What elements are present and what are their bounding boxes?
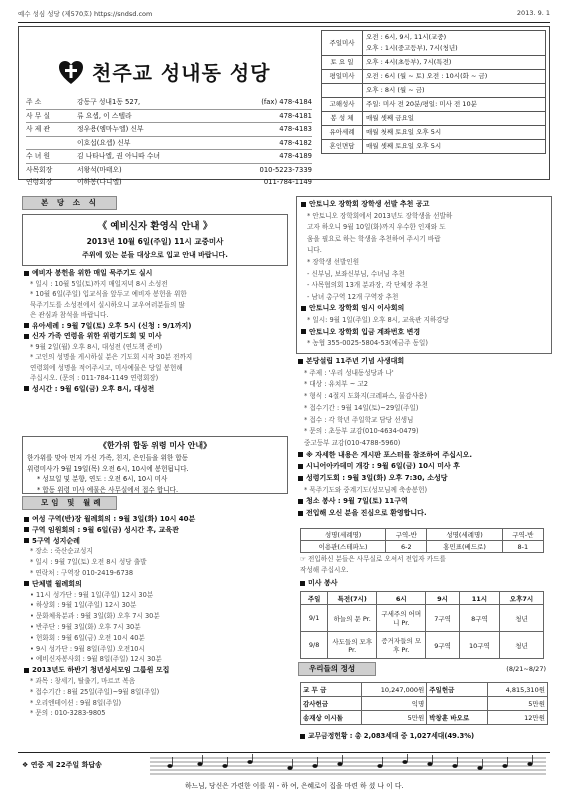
list-text: 안토니오 장학회 임시 이사회의: [309, 304, 405, 313]
list-text: • 문화체육분과 : 9월 3일(화) 오후 7시 30분: [30, 612, 160, 621]
info-key: 사 제 관: [26, 125, 51, 133]
list-text: * 접수기간 : 9월 14일(토)~29일(주일): [304, 403, 419, 412]
newcomers-table: [300, 528, 544, 553]
mass-value: [363, 70, 546, 84]
note-line: 작성해 주십시오.: [300, 565, 349, 574]
list-text: * 장학생 선발인원: [307, 257, 360, 266]
list-line: [24, 708, 286, 719]
serve-row: [301, 632, 544, 659]
notice-inline: : 9월 7일(토) 오후 5시 (신청 : 9/1까지): [59, 321, 192, 330]
offering-cell: 5만원: [488, 697, 548, 711]
mass-time: 오전 : 6시 (월 ~ 토) 오전 : 10시(화 ~ 금): [366, 72, 488, 80]
list-text: 본당설립 11주년 기념 사생대회: [306, 357, 405, 365]
list-text: 중고등부 교감(010-4788-5960): [304, 438, 401, 447]
music-note: [167, 764, 172, 768]
list-line: [301, 234, 547, 246]
top-rule: [18, 22, 550, 23]
offering-cell: 12만원: [488, 711, 548, 725]
list-line: [24, 665, 286, 676]
list-line: [24, 622, 286, 633]
top-bar: [18, 9, 550, 18]
music-note: [197, 762, 202, 766]
offering-cell: 교 무 금: [301, 683, 362, 697]
mass-time: 오후 : 8시 (월 ~ 금): [366, 86, 425, 94]
newcomer-row: [301, 541, 544, 553]
newcomer-cell: 이용관(스테파노): [301, 541, 386, 553]
list-text: 청소 봉사 : 9월 7일(토) 11구역: [306, 497, 408, 506]
notice-heading: [24, 268, 286, 279]
bullet-icon: [24, 517, 29, 522]
serve-cell: 10구역: [459, 632, 499, 659]
offering-cell: 박창훈 바오로: [427, 711, 488, 725]
info-row: [26, 176, 312, 189]
list-line: [298, 403, 552, 415]
list-text: * 일시: 9월 1일(주일) 오후 8시, 교육관 지하강당: [307, 315, 449, 324]
list-line: [298, 450, 552, 462]
bulletin-issue: 예수 성심 성당 (제570호) https://sndsd.com: [18, 10, 153, 18]
offering-cell: 송재상 이시돌: [301, 711, 362, 725]
mass-schedule: [321, 30, 546, 154]
bullet-icon: [298, 499, 303, 504]
church-logo-icon: [58, 60, 84, 86]
list-line: [301, 315, 547, 327]
notice-title: 예비자 봉헌을 위한 매일 묵주기도 실시: [32, 269, 153, 277]
info-phone: (fax) 478-4184: [261, 98, 312, 106]
newcomer-note: [300, 554, 550, 575]
info-phone: 478-4182: [279, 138, 312, 147]
mass-value: [363, 140, 546, 154]
music-note: [377, 764, 382, 768]
list-line: [24, 698, 286, 709]
bullet-icon: [298, 476, 303, 481]
newcomer-cell: 구역-반: [386, 529, 427, 541]
mass-time: 오전 : 6시, 9시, 11시(교중): [366, 33, 447, 41]
bullet-icon: [301, 306, 306, 311]
list-line: [298, 379, 552, 391]
list-text: 시니어아카데미 개강 : 9월 6일(금) 10시 미사 후: [306, 462, 460, 471]
list-text: * 장소 : 죽산순교성지: [30, 547, 93, 556]
newcomer-row: [301, 529, 544, 541]
list-text: * 주제 : '우리 성내동성당과 나': [304, 368, 394, 377]
info-phone: 478-4181: [279, 111, 312, 120]
offering-header: [298, 662, 550, 676]
list-line: [24, 676, 286, 687]
list-line: [301, 199, 547, 211]
list-line: [298, 356, 552, 368]
list-line: [298, 473, 552, 485]
list-text: • 예비신자봉사회 : 9월 8일(주일) 12시 30분: [30, 655, 162, 664]
mass-value: [363, 98, 546, 112]
footer-rule: [18, 752, 550, 753]
bullet-icon: [298, 464, 303, 469]
mass-row: [322, 56, 546, 70]
notice-inline: : 9월 6일(금) 오후 8시, 대성전: [52, 384, 155, 393]
offering-row: [301, 711, 548, 725]
newcomer-cell: 성명(세례명): [301, 529, 386, 541]
notice-heading: [24, 384, 286, 395]
mass-row: [322, 112, 546, 126]
list-text: 움을 필요로 하는 학생을 추천하여 주시기 바랍: [307, 234, 441, 243]
bullet-icon: [24, 668, 29, 673]
newcomer-cell: 6-2: [386, 541, 427, 553]
list-text: * 문의 : 010-3283-9805: [30, 709, 106, 718]
list-text: * 문의 : 초등부 교감(010-4634-0479): [304, 427, 419, 436]
list-text: • 11시 성가단 : 9월 1일(주일) 12시 30분: [30, 590, 154, 599]
welcome-date: 2013년 10월 6일(주일) 11시 교중미사: [86, 237, 224, 246]
contact-info: [26, 96, 312, 189]
notice-list: [24, 268, 286, 394]
mass-row: [322, 140, 546, 154]
list-text: ※ 자세한 내용은 게시판 포스터를 참조하여 주십시오.: [306, 450, 473, 459]
bullet-icon: [24, 323, 29, 328]
info-phone: 010-5223-7339: [259, 165, 312, 174]
list-line: [298, 508, 552, 520]
mass-value: [363, 31, 546, 56]
music-note: [402, 760, 407, 764]
list-text: 5구역 성지순례: [32, 536, 80, 545]
notice-line: * 일시 : 10월 5일(토)까지 매일저녁 8시 소성전: [30, 279, 168, 288]
offering-table: [300, 682, 548, 725]
list-text: 여성 구역(반)장 월례회의 : 9월 3일(화) 10시 40분: [32, 515, 196, 523]
memorial-mass-box: [22, 436, 288, 494]
notice-title: 유아세례: [32, 321, 60, 330]
music-note: [287, 766, 292, 770]
list-line: [24, 633, 286, 644]
list-line: [24, 611, 286, 622]
info-phone: 478-4183: [279, 125, 312, 133]
info-key: 주 소: [26, 98, 42, 106]
list-line: [301, 211, 547, 223]
newcomer-cell: 성명(세례명): [427, 529, 502, 541]
mass-row: [322, 84, 546, 98]
list-text: 안토니오 장학회 입금 계좌번호 변경: [309, 327, 421, 336]
serve-cell: 주일: [301, 592, 328, 605]
list-line: [298, 415, 552, 427]
bullet-icon: [301, 202, 306, 207]
serve-cell: 구세주의 어머니 Pr.: [377, 605, 426, 632]
mass-key: 주일미사: [322, 31, 363, 56]
mass-time: 주일: 미사 전 20분/평일: 미사 전 10분: [366, 100, 477, 108]
serve-row: [301, 605, 544, 632]
list-line: [301, 292, 547, 304]
serve-cell: 오후7시: [499, 592, 543, 605]
bullet-icon: [24, 334, 29, 339]
serve-cell: 청년: [499, 605, 543, 632]
mass-value: [363, 126, 546, 140]
list-text: - 신부님, 보좌신부님, 수녀님 추천: [307, 269, 405, 278]
list-line: [301, 257, 547, 269]
list-text: * 과목 : 창세기, 탈출기, 마르코 복음: [30, 676, 136, 685]
serve-cell: 9/1: [301, 605, 328, 632]
list-line: [24, 644, 286, 655]
scholarship-box: [296, 196, 552, 354]
mass-time: 오후 : 4시(초등부), 7시(특전): [366, 58, 452, 66]
list-text: 성령기도회 : 9월 3일(화) 오후 7:30, 소성당: [306, 474, 448, 483]
list-text: * 연락처 : 구역장 010-2419-6738: [30, 568, 134, 577]
list-line: [24, 579, 286, 590]
serve-cell: 하늘의 문 Pr.: [328, 605, 377, 632]
info-phone: 478-4189: [279, 152, 312, 160]
mass-key: 봉 성 체: [322, 112, 363, 126]
bulletin-date: 2013. 9. 1: [516, 9, 550, 17]
psalm-label: ❖ 연중 제 22주일 화답송: [22, 761, 102, 769]
serve-cell: 청년: [499, 632, 543, 659]
list-text: 전입해 오신 분을 진심으로 환영합니다.: [306, 509, 427, 518]
serve-cell: 8구역: [459, 605, 499, 632]
list-text: • 하상회 : 9월 1일(주일) 12시 30분: [30, 601, 137, 610]
list-text: 단체별 월례회의: [32, 579, 82, 588]
mass-time: 매월 셋째 금요일: [366, 114, 415, 122]
parish-title: 천주교 성내동 성당: [92, 61, 271, 85]
memorial-line: 위령미사가 9월 19일(목) 오전 6시, 10시에 봉헌됩니다.: [27, 464, 189, 473]
offering-cell: 5만원: [361, 711, 427, 725]
serve-cell: 9구역: [426, 632, 460, 659]
music-note: [477, 766, 482, 770]
list-line: [301, 222, 547, 234]
meeting-section-header: 모임 및 월례: [22, 496, 117, 510]
mass-row: [322, 31, 546, 56]
list-text: 2013년도 하반기 청년성서모임 그룹원 모집: [32, 666, 170, 675]
info-row: [26, 123, 312, 137]
mass-key: 토 요 일: [322, 56, 363, 70]
list-line: [24, 590, 286, 601]
bullet-icon: [24, 581, 29, 586]
list-line: [24, 546, 286, 557]
list-line: [24, 654, 286, 665]
offering-title: 우리들의 정성: [298, 662, 376, 676]
list-line: [24, 557, 286, 568]
list-line: [24, 536, 286, 547]
welcome-title: 《 예비신자 환영식 안내 》: [97, 221, 213, 232]
info-key: 수 녀 원: [26, 152, 51, 160]
list-text: - 사목협의회 13개 분과장, 각 단체장 추천: [307, 281, 428, 290]
memorial-line: * 합동 위령 미사 예물은 사무실에서 접수 합니다.: [37, 485, 179, 494]
music-note: [312, 764, 317, 768]
info-row: [26, 150, 312, 164]
welcome-box: [22, 214, 288, 266]
list-line: [301, 245, 547, 257]
mass-time: 매월 셋째 토요일 오후 5시: [366, 142, 442, 150]
info-row: [26, 164, 312, 177]
list-line: [301, 338, 547, 350]
list-text: - 남녀 총구역 12개 구역장 추천: [307, 292, 399, 301]
offering-cell: 익명: [361, 697, 427, 711]
music-note: [337, 762, 342, 766]
list-line: [298, 496, 552, 508]
mass-value: [363, 84, 546, 98]
list-text: 니다.: [307, 246, 322, 255]
offering-note: 교무금정헌황 : 총 2,083세대 중 1,027세대(49.3%): [300, 730, 474, 740]
serve-cell: 11시: [459, 592, 499, 605]
list-text: * 형식 : 4절지 도화지(크레파스, 물감사용): [304, 392, 427, 401]
music-staff: [150, 754, 546, 780]
list-text: • 헌화회 : 9월 6일(금) 오전 10시 40분: [30, 633, 145, 642]
bullet-icon: [298, 359, 303, 364]
info-value: 류 요셉, 이 스텔라: [77, 111, 132, 120]
meeting-list: [24, 514, 286, 719]
info-row: [26, 96, 312, 110]
list-text: * 접수 : 각 학년 주일학교 담당 선생님: [304, 415, 414, 424]
info-value: 정우용(엠마누엘) 신부: [77, 125, 144, 133]
list-line: [24, 687, 286, 698]
mass-time: 매월 첫째 토요일 오후 5시: [366, 128, 442, 136]
welcome-sub: 주위에 있는 분들 대상으로 입교 안내 바랍니다.: [82, 251, 228, 259]
offering-cell: 감사헌금: [301, 697, 362, 711]
offering-cell: [427, 697, 488, 711]
list-text: • 9시 성가단 : 9월 8일(주일) 오전10시: [30, 644, 145, 653]
mass-serve-title: 미사 봉사: [300, 578, 338, 588]
memorial-title: 《한가위 합동 위령 미사 안내》: [98, 441, 212, 450]
notice-line: * 고인의 성명을 게시하실 분은 기도회 시작 30분 전까지: [30, 353, 193, 361]
notice-line: 묵주기도를 소성전에서 실시하오니 교우여러분들의 많: [30, 300, 185, 309]
serve-cell: 7구역: [426, 605, 460, 632]
list-line: [298, 426, 552, 438]
notice-title: 신자 가족 연령을 위한 위령기도회 및 미사: [32, 332, 162, 340]
music-note: [502, 764, 507, 768]
list-text: 안토니오 장학회 장학생 선발 추천 공고: [309, 200, 430, 208]
offering-cell: 4,815,310원: [488, 683, 548, 697]
mass-row: [322, 70, 546, 84]
mass-key: 유아세례: [322, 126, 363, 140]
list-line: [301, 327, 547, 339]
list-text: * 안토니오 장학회에서 2013년도 장학생을 선발하: [307, 211, 453, 220]
newcomer-cell: 구역-반: [502, 529, 543, 541]
offering-period: (8/21~8/27): [506, 665, 546, 673]
mass-key: 혼인면담: [322, 140, 363, 154]
list-text: 구역 임원회의 : 9월 6일(금) 성시간 후, 교육관: [32, 525, 179, 534]
notice-line: 주십시오. (문의 : 011-784-1149 연령회장): [30, 374, 159, 382]
memorial-line: 한가위를 맞아 먼저 가신 가족, 친지, 은인들을 위한 합동: [27, 454, 189, 462]
bullet-icon: [24, 386, 29, 391]
serve-cell: 9시: [426, 592, 460, 605]
bullet-icon: [24, 271, 29, 276]
list-text: * 농협 355-0025-5804-53(예금주 동일): [307, 339, 428, 348]
serve-row: [301, 592, 544, 605]
music-note: [452, 764, 457, 768]
list-line: [298, 368, 552, 380]
mass-key: 평일미사: [322, 70, 363, 84]
info-value: 김 나타나엘, 권 아니따 수녀: [77, 152, 161, 160]
memorial-line: * 성묘일 및 분향, 연도 : 오전 6시, 10시 미사: [37, 475, 168, 483]
list-line: [301, 303, 547, 315]
music-note: [427, 762, 432, 766]
psalm-lyrics: 하느님, 당신은 가련한 이를 위 - 하 여, 은혜로이 집을 마련 하 셨 나 이 다.: [185, 782, 404, 790]
info-key: 연령회장: [26, 178, 53, 186]
notice-line: 연령회에 성명을 적어주시고, 미사예물은 당일 봉헌해: [30, 363, 183, 372]
info-key: 사목회장: [26, 165, 53, 174]
info-row: [26, 110, 312, 124]
list-text: * 오리엔테이션 : 9월 8일(주일): [30, 698, 122, 707]
list-text: • 반주단 : 9월 3일(화) 오후 7시 30분: [30, 622, 141, 631]
info-value: 이호섭(요셉) 신부: [77, 138, 131, 147]
mass-row: [322, 98, 546, 112]
list-text: 고자 하오니 9월 10일(화)까지 우수한 인재와 도: [307, 223, 446, 232]
memorial-lines: [23, 451, 287, 497]
mass-time: 오후 : 1시(중고등부), 7시(청년): [366, 44, 458, 52]
music-note: [527, 762, 532, 766]
offering-row: [301, 697, 548, 711]
list-text: * 대상 : 유치부 ~ 고2: [304, 380, 368, 389]
bullet-icon: [24, 527, 29, 532]
bullet-icon: [298, 511, 303, 516]
mass-value: [363, 112, 546, 126]
offering-cell: 10,247,000원: [361, 683, 427, 697]
info-value: 강동구 성내1동 527,: [77, 98, 141, 106]
notice-line: * 9월 2일(월) 오후 8시, 대성전 (연도책 준비): [30, 342, 163, 351]
mass-serve-table: [300, 591, 544, 659]
bullet-icon: [301, 329, 306, 334]
mass-key: [322, 84, 363, 98]
list-text: * 접수기간 : 8월 25일(주일)~9월 8일(주일): [30, 687, 160, 696]
note-line: ☞ 전입하신 분들은 사무실로 오셔서 전입자 카드를: [300, 555, 446, 563]
bullet-icon: [24, 538, 29, 543]
scholarship-lines: [297, 197, 551, 352]
list-line: [301, 280, 547, 292]
mass-row: [322, 126, 546, 140]
serve-cell: 특전(7시): [328, 592, 377, 605]
info-phone: 011-784-1149: [263, 178, 312, 186]
notice-heading: [24, 331, 286, 342]
list-line: [298, 461, 552, 473]
mass-value: [363, 56, 546, 70]
list-line: [24, 568, 286, 579]
list-line: [24, 514, 286, 525]
notice-line: 은 관심과 참석을 바랍니다.: [30, 311, 109, 319]
list-text: * 묵주기도와 중계기도(성모님께 축송봉헌): [304, 485, 428, 494]
music-note: [222, 764, 227, 768]
serve-cell: 6시: [377, 592, 426, 605]
info-value: 서왕석(마태오): [77, 165, 122, 174]
contest-list: [298, 356, 552, 520]
list-line: [24, 600, 286, 611]
info-key: 사 무 실: [26, 111, 51, 120]
list-line: [298, 438, 552, 450]
bullet-icon: [298, 452, 303, 457]
list-line: [24, 525, 286, 536]
notice-section-header: 본 당 소 식: [22, 196, 117, 210]
offering-row: [301, 683, 548, 697]
notice-title: 성시간: [32, 384, 53, 393]
list-line: [298, 485, 552, 497]
list-line: [298, 391, 552, 403]
notice-line: * 10월 6일(주일) 입교식을 앞두고 예비자 봉헌을 위한: [30, 290, 187, 298]
serve-cell: 사도들의 모후 Pr.: [328, 632, 377, 659]
notice-heading: [24, 321, 286, 332]
info-row: [26, 137, 312, 151]
info-value: 이하봉(다니엘): [77, 178, 122, 186]
music-note: [247, 760, 252, 764]
newcomer-cell: 8-1: [502, 541, 543, 553]
offering-cell: 주일헌금: [427, 683, 488, 697]
newcomer-cell: 홍민표(베드로): [427, 541, 502, 553]
mass-key: 고해성사: [322, 98, 363, 112]
list-text: * 일시 : 9월 7일(토) 오전 8시 성당 출발: [30, 558, 147, 567]
serve-cell: 증거자들의 모후 Pr.: [377, 632, 426, 659]
list-line: [301, 269, 547, 281]
serve-cell: 9/8: [301, 632, 328, 659]
